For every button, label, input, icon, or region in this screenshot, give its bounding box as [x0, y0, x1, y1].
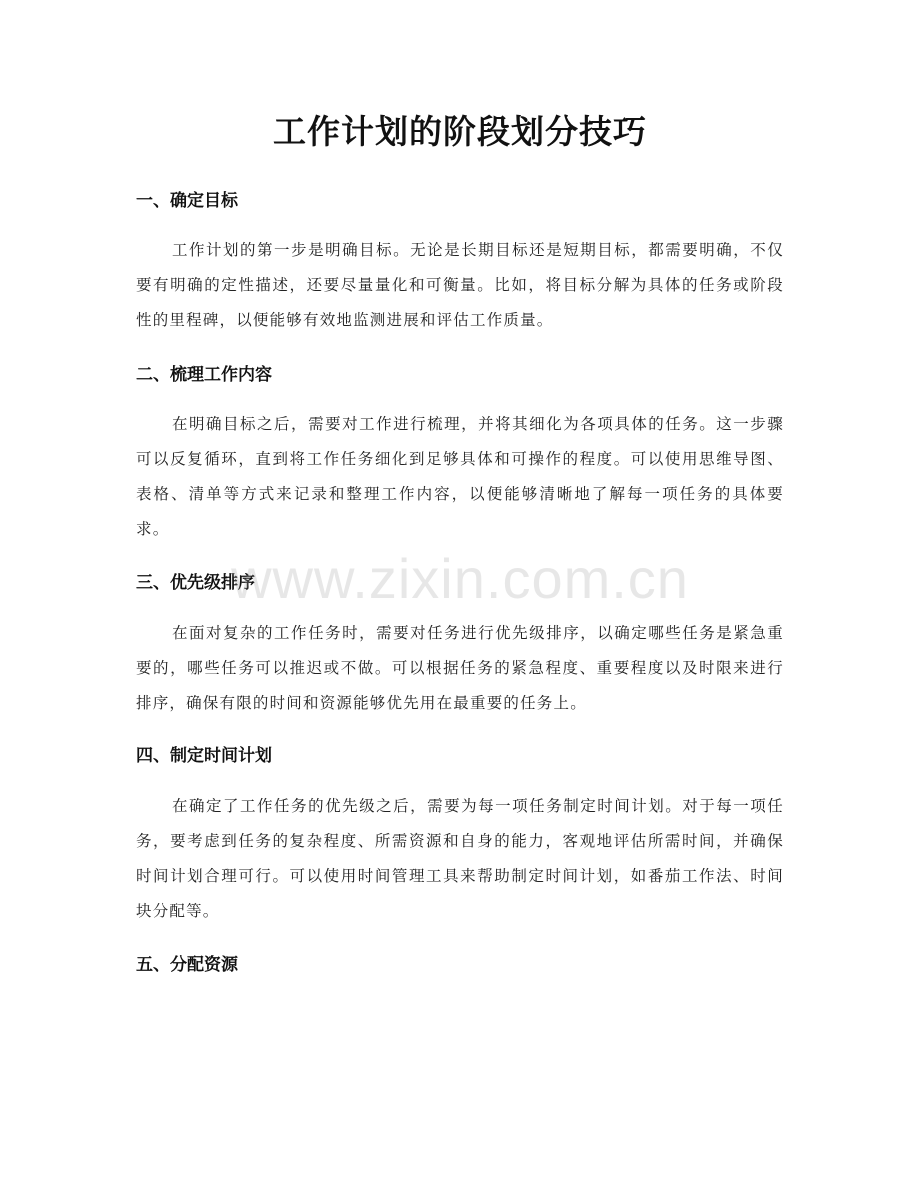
section-heading-4: 四、制定时间计划	[136, 746, 272, 766]
section-heading-1: 一、确定目标	[136, 191, 238, 211]
section-paragraph-4: 在确定了工作任务的优先级之后，需要为每一项任务制定时间计划。对于每一项任务，要考虑到任务的复杂程度、所需资源和自身的能力，客观地评估所需时间，并确保时间计划合理可行。可以使用时间管理工具来帮助制定时间计划，如番茄工作法、时间块分配等。	[136, 797, 784, 920]
section-paragraph-3: 在面对复杂的工作任务时，需要对任务进行优先级排序，以确定哪些任务是紧急重要的，哪些任务可以推迟或不做。可以根据任务的紧急程度、重要程度以及时限来进行排序，确保有限的时间和资源能够优先用在最重要的任务上。	[136, 624, 784, 712]
section-paragraph-2: 在明确目标之后，需要对工作进行梳理，并将其细化为各项具体的任务。这一步骤可以反复循环，直到将工作任务细化到足够具体和可操作的程度。可以使用思维导图、表格、清单等方式来记录和整理工作内容，以便能够清晰地了解每一项任务的具体要求。	[136, 415, 784, 538]
section-heading-3: 三、优先级排序	[136, 573, 255, 593]
watermark: www.zixin.com.cn	[231, 547, 689, 610]
section-heading-2: 二、梳理工作内容	[136, 365, 272, 385]
document-title: 工作计划的阶段划分技巧	[273, 112, 647, 151]
section-heading-5: 五、分配资源	[136, 955, 238, 975]
section-paragraph-1: 工作计划的第一步是明确目标。无论是长期目标还是短期目标，都需要明确，不仅要有明确的定性描述，还要尽量量化和可衡量。比如，将目标分解为具体的任务或阶段性的里程碑，以便能够有效地监测进展和评估工作质量。	[136, 241, 784, 329]
